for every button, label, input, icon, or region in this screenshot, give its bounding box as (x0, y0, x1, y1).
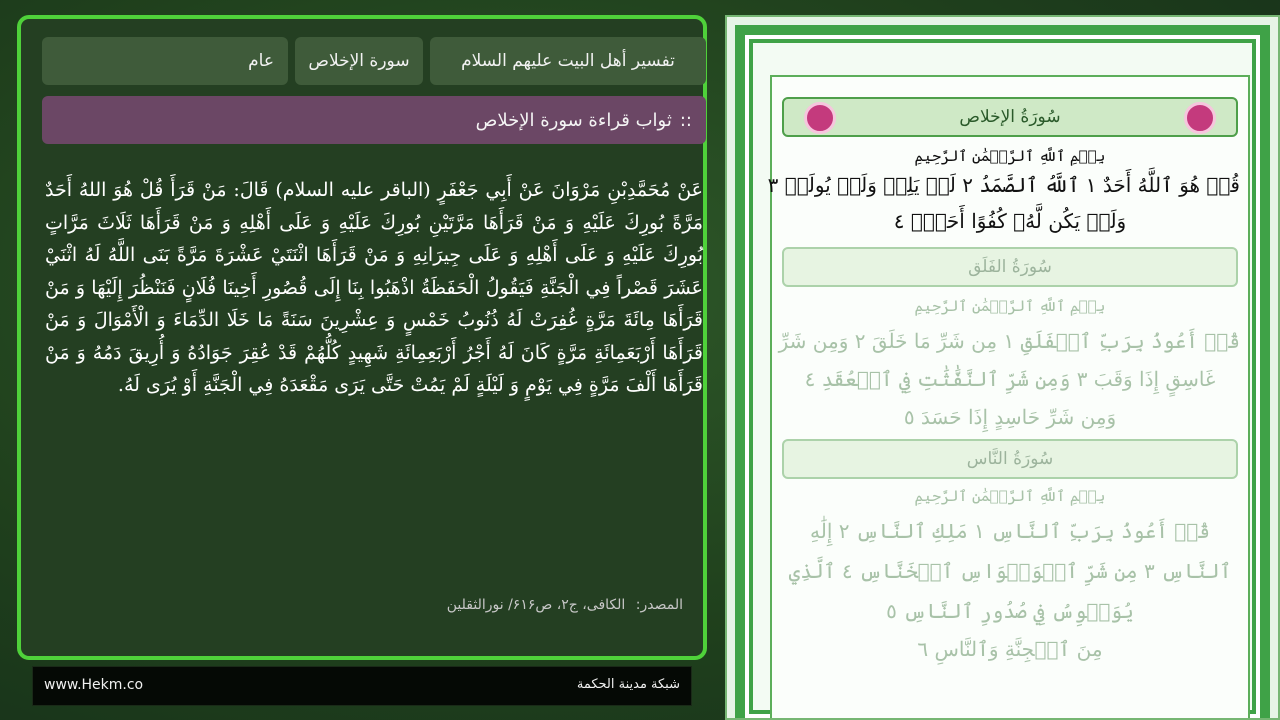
page-frame (735, 25, 1270, 718)
basmala: بِسۡمِ ٱللَّهِ ٱلرَّحۡمَٰنِ ٱلرَّحِيمِ (914, 297, 1106, 315)
heading-bullet: :: (679, 109, 692, 131)
verse-line: مِنَ ٱلۡجِنَّةِ وَٱلنَّاسِ ٦ (917, 637, 1103, 661)
surah-nas-header (782, 439, 1238, 479)
surah-ikhlas-header (782, 97, 1238, 137)
verse-line: قُلۡ هُوَ ٱللَّهُ أَحَدٌ ١ ٱللَّهُ ٱلصَّمَدُ ٢ لَمۡ يَلِدۡ وَلَمۡ يُولَدۡ ٣ (767, 173, 1240, 197)
verse-line: غَاسِقٍ إِذَا وَقَبَ ٣ وَمِن شَرِّ ٱلنَّفَّٰثَٰتِ فِي ٱلۡعُقَدِ ٤ (804, 367, 1216, 391)
rosette-icon (1184, 102, 1216, 134)
footer-site-name: شبكة مدينة الحكمة (576, 677, 680, 692)
verse-line: ٱلنَّاسِ ٣ مِن شَرِّ ٱلۡوَسۡوَاسِ ٱلۡخَنَّاسِ ٤ ٱلَّذِي (788, 559, 1232, 583)
tab-book[interactable]: تفسير أهل البيت عليهم السلام (430, 37, 706, 85)
footer-url[interactable]: www.Hekm.co (44, 677, 144, 693)
page-inner (767, 75, 1250, 718)
surah-falaq-title: سُورَةُ الفَلَق (968, 257, 1052, 277)
hadith-text: عَنْ مُحَمَّدِبْنِ مَرْوَانَ عَنْ أَبِي جَعْفَرٍ (الباقر عليه السلام) قَالَ: مَنْ قَرَأَ قُلْ هُوَ اللهُ أَحَدٌ مَرَّةً بُورِكَ عَلَيْهِ وَ مَنْ قَرَأَهَا مَرَّتَيْنِ بُورِكَ عَلَيْهِ وَ عَلَى أَهْلِهِ وَ مَنْ قَرَأَهَا ثَلَاثَ مَرَّاتٍ بُورِكَ عَلَيْهِ وَ عَلَى أَهْلِهِ وَ عَلَى جِيرَانِهِ وَ مَنْ قَرَأَهَا اثْنَتَيْ عَشْرَةَ مَرَّةً بَنَى اللَّهُ لَهُ اثْنَيْ عَشَرَ قَصْراً فِي الْجَنَّةِ فَيَقُولُ الْحَفَظَةُ اذْهَبُوا بِنَا إِلَى قُصُورِ أَخِينَا فُلَانٍ فَنَنْظُرَ إِلَيْهَا وَ مَنْ قَرَأَهَا مِائَةَ مَرَّةٍ غُفِرَتْ لَهُ ذُنُوبُ خَمْسٍ وَ عِشْرِينَ سَنَةً مَا خَلَا الدِّمَاءَ وَ الْأَمْوَالَ وَ مَنْ قَرَأَهَا أَرْبَعَمِائَةِ مَرَّةٍ كَانَ لَهُ أَجْرُ أَرْبَعِمِائَةِ شَهِيدٍ كُلُّهُمْ قَدْ عُقِرَ جَوَادُهُ وَ أُرِيقَ دَمُهُ وَ مَنْ قَرَأَهَا أَلْفَ مَرَّةٍ فِي يَوْمٍ وَ لَيْلَةٍ لَمْ يَمُتْ حَتَّى يَرَى مَقْعَدَهُ فِي الْجَنَّةِ أَوْ يُرَى لَهُ. (45, 179, 703, 396)
basmala: بِسۡمِ ٱللَّهِ ٱلرَّحۡمَٰنِ ٱلرَّحِيمِ (914, 147, 1106, 165)
source-label: المصدر: (635, 597, 683, 613)
verse-line: يُوَسۡوِسُ فِي صُدُورِ ٱلنَّاسِ ٥ (886, 599, 1134, 623)
quran-page-image (725, 15, 1280, 720)
source-value: الكافی، ج۲، ص۶۱۶/ نورالثقلين (446, 597, 626, 613)
heading-title: ثواب قراءة سورة الإخلاص (475, 109, 672, 131)
tab-surah[interactable]: سورة الإخلاص (295, 37, 423, 85)
rosette-icon (804, 102, 836, 134)
tab-bar (42, 37, 706, 85)
footer-bar (32, 666, 692, 706)
content-panel (17, 15, 707, 660)
verse-line: قُلۡ أَعُوذُ بِرَبِّ ٱلۡفَلَقِ ١ مِن شَرِّ مَا خَلَقَ ٢ وَمِن شَرِّ (778, 329, 1240, 353)
basmala: بِسۡمِ ٱللَّهِ ٱلرَّحۡمَٰنِ ٱلرَّحِيمِ (914, 487, 1106, 505)
surah-ikhlas-title: سُورَةُ الإخلاص (959, 107, 1061, 127)
section-heading (42, 96, 706, 144)
source-citation (441, 597, 683, 613)
tab-general[interactable]: عام (42, 37, 288, 85)
surah-nas-title: سُورَةُ النَّاس (966, 449, 1054, 469)
verse-line: وَلَمۡ يَكُن لَّهُۥ كُفُوًا أَحَدُۢ ٤ (893, 209, 1127, 233)
verse-line: وَمِن شَرِّ حَاسِدٍ إِذَا حَسَدَ ٥ (903, 405, 1117, 429)
verse-line: قُلۡ أَعُوذُ بِرَبِّ ٱلنَّاسِ ١ مَلِكِ ٱلنَّاسِ ٢ إِلَٰهِ (810, 519, 1210, 543)
surah-falaq-header (782, 247, 1238, 287)
